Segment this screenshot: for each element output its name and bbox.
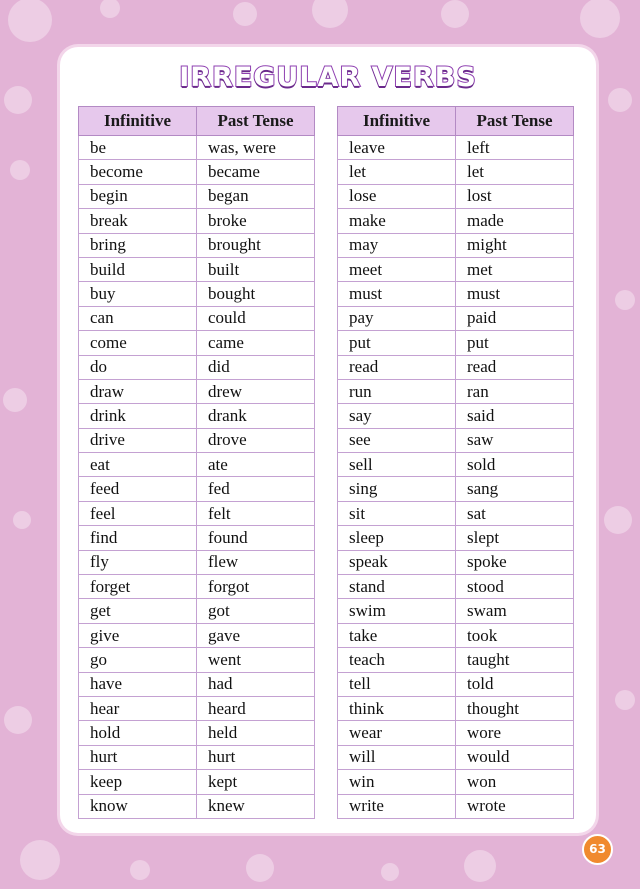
table-row bbox=[338, 428, 574, 452]
past-tense-cell: broke bbox=[197, 209, 315, 233]
infinitive-cell: go bbox=[79, 648, 197, 672]
infinitive-cell: take bbox=[338, 623, 456, 647]
infinitive-cell: buy bbox=[79, 282, 197, 306]
infinitive-cell: lose bbox=[338, 184, 456, 208]
past-tense-cell: might bbox=[456, 233, 574, 257]
infinitive-cell: can bbox=[79, 306, 197, 330]
table-row bbox=[79, 550, 315, 574]
table-row bbox=[338, 721, 574, 745]
table-row bbox=[79, 404, 315, 428]
past-tense-cell: fed bbox=[197, 477, 315, 501]
past-tense-cell: sold bbox=[456, 453, 574, 477]
infinitive-cell: hear bbox=[79, 696, 197, 720]
table-row bbox=[79, 160, 315, 184]
infinitive-cell: win bbox=[338, 770, 456, 794]
table-row bbox=[79, 355, 315, 379]
table-row bbox=[338, 453, 574, 477]
infinitive-cell: know bbox=[79, 794, 197, 818]
table-row bbox=[338, 233, 574, 257]
infinitive-cell: tell bbox=[338, 672, 456, 696]
header-infinitive: Infinitive bbox=[338, 107, 456, 136]
past-tense-cell: swam bbox=[456, 599, 574, 623]
past-tense-cell: found bbox=[197, 526, 315, 550]
past-tense-cell: flew bbox=[197, 550, 315, 574]
past-tense-cell: would bbox=[456, 745, 574, 769]
table-row bbox=[338, 648, 574, 672]
past-tense-cell: was, were bbox=[197, 136, 315, 160]
table-row bbox=[338, 136, 574, 160]
infinitive-cell: eat bbox=[79, 453, 197, 477]
past-tense-cell: forgot bbox=[197, 575, 315, 599]
past-tense-cell: hurt bbox=[197, 745, 315, 769]
header-infinitive: Infinitive bbox=[79, 107, 197, 136]
past-tense-cell: stood bbox=[456, 575, 574, 599]
infinitive-cell: break bbox=[79, 209, 197, 233]
past-tense-cell: took bbox=[456, 623, 574, 647]
infinitive-cell: sell bbox=[338, 453, 456, 477]
past-tense-cell: got bbox=[197, 599, 315, 623]
infinitive-cell: say bbox=[338, 404, 456, 428]
infinitive-cell: fly bbox=[79, 550, 197, 574]
infinitive-cell: may bbox=[338, 233, 456, 257]
past-tense-cell: ate bbox=[197, 453, 315, 477]
infinitive-cell: feed bbox=[79, 477, 197, 501]
table-row bbox=[79, 257, 315, 281]
table-row bbox=[79, 770, 315, 794]
past-tense-cell: became bbox=[197, 160, 315, 184]
table-row bbox=[338, 550, 574, 574]
table-row bbox=[79, 672, 315, 696]
infinitive-cell: drink bbox=[79, 404, 197, 428]
infinitive-cell: put bbox=[338, 331, 456, 355]
past-tense-cell: brought bbox=[197, 233, 315, 257]
past-tense-cell: went bbox=[197, 648, 315, 672]
infinitive-cell: sleep bbox=[338, 526, 456, 550]
infinitive-cell: hurt bbox=[79, 745, 197, 769]
header-past-tense: Past Tense bbox=[197, 107, 315, 136]
past-tense-cell: wrote bbox=[456, 794, 574, 818]
infinitive-cell: find bbox=[79, 526, 197, 550]
past-tense-cell: let bbox=[456, 160, 574, 184]
infinitive-cell: make bbox=[338, 209, 456, 233]
infinitive-cell: speak bbox=[338, 550, 456, 574]
past-tense-cell: drew bbox=[197, 379, 315, 403]
infinitive-cell: forget bbox=[79, 575, 197, 599]
table-row bbox=[79, 453, 315, 477]
infinitive-cell: keep bbox=[79, 770, 197, 794]
table-row bbox=[338, 282, 574, 306]
header-row bbox=[338, 107, 574, 136]
infinitive-cell: begin bbox=[79, 184, 197, 208]
past-tense-cell: came bbox=[197, 331, 315, 355]
past-tense-cell: knew bbox=[197, 794, 315, 818]
past-tense-cell: made bbox=[456, 209, 574, 233]
table-row bbox=[79, 379, 315, 403]
table-row bbox=[338, 575, 574, 599]
table-row bbox=[79, 623, 315, 647]
past-tense-cell: heard bbox=[197, 696, 315, 720]
past-tense-cell: gave bbox=[197, 623, 315, 647]
infinitive-cell: will bbox=[338, 745, 456, 769]
table-row bbox=[338, 379, 574, 403]
infinitive-cell: see bbox=[338, 428, 456, 452]
past-tense-cell: must bbox=[456, 282, 574, 306]
past-tense-cell: ran bbox=[456, 379, 574, 403]
infinitive-cell: sing bbox=[338, 477, 456, 501]
table-row bbox=[338, 209, 574, 233]
infinitive-cell: drive bbox=[79, 428, 197, 452]
table-row bbox=[79, 477, 315, 501]
table-row bbox=[79, 136, 315, 160]
infinitive-cell: meet bbox=[338, 257, 456, 281]
table-row bbox=[338, 331, 574, 355]
infinitive-cell: draw bbox=[79, 379, 197, 403]
table-row bbox=[79, 306, 315, 330]
infinitive-cell: get bbox=[79, 599, 197, 623]
table-row bbox=[79, 209, 315, 233]
infinitive-cell: swim bbox=[338, 599, 456, 623]
past-tense-cell: began bbox=[197, 184, 315, 208]
infinitive-cell: think bbox=[338, 696, 456, 720]
infinitive-cell: sit bbox=[338, 501, 456, 525]
table-row bbox=[338, 160, 574, 184]
table-row bbox=[338, 355, 574, 379]
past-tense-cell: lost bbox=[456, 184, 574, 208]
infinitive-cell: read bbox=[338, 355, 456, 379]
infinitive-cell: build bbox=[79, 257, 197, 281]
infinitive-cell: bring bbox=[79, 233, 197, 257]
past-tense-cell: paid bbox=[456, 306, 574, 330]
table-row bbox=[338, 477, 574, 501]
page-title: IRREGULAR VERBS bbox=[179, 62, 477, 93]
header-past-tense: Past Tense bbox=[456, 107, 574, 136]
infinitive-cell: let bbox=[338, 160, 456, 184]
past-tense-cell: left bbox=[456, 136, 574, 160]
past-tense-cell: kept bbox=[197, 770, 315, 794]
table-row bbox=[338, 599, 574, 623]
past-tense-cell: sang bbox=[456, 477, 574, 501]
table-row bbox=[338, 745, 574, 769]
table-row bbox=[79, 575, 315, 599]
table-row bbox=[79, 648, 315, 672]
past-tense-cell: taught bbox=[456, 648, 574, 672]
infinitive-cell: become bbox=[79, 160, 197, 184]
table-row bbox=[79, 526, 315, 550]
past-tense-cell: put bbox=[456, 331, 574, 355]
table-row bbox=[338, 696, 574, 720]
past-tense-cell: had bbox=[197, 672, 315, 696]
infinitive-cell: have bbox=[79, 672, 197, 696]
past-tense-cell: told bbox=[456, 672, 574, 696]
table-row bbox=[338, 623, 574, 647]
past-tense-cell: held bbox=[197, 721, 315, 745]
table-row bbox=[338, 184, 574, 208]
table-row bbox=[338, 306, 574, 330]
past-tense-cell: sat bbox=[456, 501, 574, 525]
infinitive-cell: must bbox=[338, 282, 456, 306]
past-tense-cell: said bbox=[456, 404, 574, 428]
past-tense-cell: won bbox=[456, 770, 574, 794]
past-tense-cell: could bbox=[197, 306, 315, 330]
table-row bbox=[338, 257, 574, 281]
table-row bbox=[338, 672, 574, 696]
infinitive-cell: be bbox=[79, 136, 197, 160]
table-row bbox=[338, 501, 574, 525]
verbs-table-right bbox=[337, 106, 574, 819]
infinitive-cell: feel bbox=[79, 501, 197, 525]
table-row bbox=[79, 184, 315, 208]
table-row bbox=[79, 428, 315, 452]
past-tense-cell: wore bbox=[456, 721, 574, 745]
infinitive-cell: leave bbox=[338, 136, 456, 160]
past-tense-cell: spoke bbox=[456, 550, 574, 574]
table-row bbox=[338, 770, 574, 794]
infinitive-cell: hold bbox=[79, 721, 197, 745]
infinitive-cell: teach bbox=[338, 648, 456, 672]
table-row bbox=[338, 404, 574, 428]
infinitive-cell: give bbox=[79, 623, 197, 647]
infinitive-cell: pay bbox=[338, 306, 456, 330]
verbs-table-left bbox=[78, 106, 315, 819]
table-row bbox=[79, 745, 315, 769]
infinitive-cell: write bbox=[338, 794, 456, 818]
past-tense-cell: drank bbox=[197, 404, 315, 428]
table-row bbox=[338, 794, 574, 818]
past-tense-cell: read bbox=[456, 355, 574, 379]
table-row bbox=[79, 696, 315, 720]
table-row bbox=[79, 794, 315, 818]
past-tense-cell: bought bbox=[197, 282, 315, 306]
past-tense-cell: felt bbox=[197, 501, 315, 525]
page-number-badge: 63 bbox=[582, 834, 613, 865]
table-row bbox=[79, 599, 315, 623]
infinitive-cell: come bbox=[79, 331, 197, 355]
past-tense-cell: met bbox=[456, 257, 574, 281]
infinitive-cell: run bbox=[338, 379, 456, 403]
past-tense-cell: thought bbox=[456, 696, 574, 720]
past-tense-cell: drove bbox=[197, 428, 315, 452]
table-row bbox=[79, 501, 315, 525]
table-row bbox=[79, 721, 315, 745]
table-row bbox=[79, 331, 315, 355]
infinitive-cell: do bbox=[79, 355, 197, 379]
past-tense-cell: did bbox=[197, 355, 315, 379]
infinitive-cell: wear bbox=[338, 721, 456, 745]
table-row bbox=[338, 526, 574, 550]
table-row bbox=[79, 233, 315, 257]
past-tense-cell: saw bbox=[456, 428, 574, 452]
table-row bbox=[79, 282, 315, 306]
header-row bbox=[79, 107, 315, 136]
past-tense-cell: built bbox=[197, 257, 315, 281]
past-tense-cell: slept bbox=[456, 526, 574, 550]
infinitive-cell: stand bbox=[338, 575, 456, 599]
